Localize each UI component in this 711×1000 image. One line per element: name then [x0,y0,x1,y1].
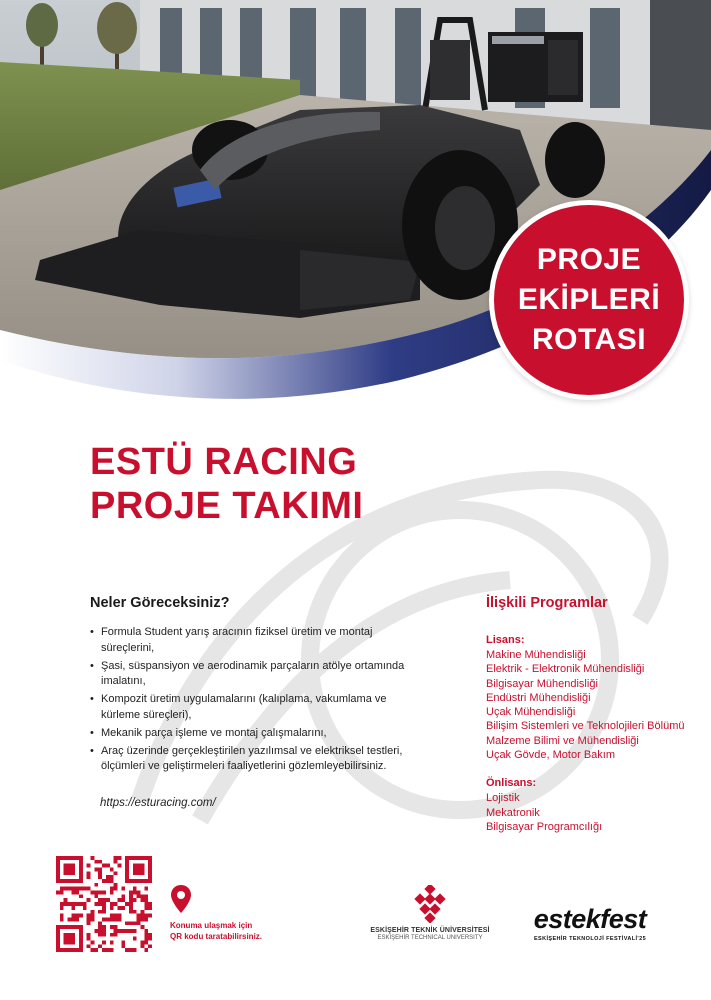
qr-caption-line-1: Konuma ulaşmak için [170,921,253,930]
list-item: • Mekanik parça işleme ve montaj çalışmalarını, [90,726,420,742]
festival-subtitle: ESKİŞEHİR TEKNOLOJİ FESTİVALİ'25 [533,936,647,942]
list-item: Uçak Mühendisliği [486,706,576,719]
university-logo [366,885,494,941]
what-you-will-see-section [90,595,420,811]
map-pin-icon [170,884,192,914]
list-item: Uçak Gövde, Motor Bakım [486,749,615,762]
list-item: Bilgisayar Mühendisliği [486,677,598,690]
associate-program-list [486,791,711,834]
list-item: Mekatronik [486,806,540,819]
qr-caption [170,920,262,942]
list-item: Bilişim Sistemleri ve Teknolojileri Bölümü [486,720,685,733]
project-route-badge [489,200,689,400]
list-item: • Araç üzerinde gerçekleştirilen yazılımsal ve elektriksel testleri, ölçümleri ve geliştirmeleri faaliyetlerini gözlemleyebilirsiniz. [90,744,420,776]
list-item: Malzeme Bilimi ve Mühendisliği [486,734,639,747]
what-you-will-see-heading: Neler Göreceksiniz? [90,595,230,611]
title-line-1: ESTÜ RACING [90,441,358,483]
associate-label: Önlisans: [486,777,537,790]
title-line-2: PROJE TAKIMI [90,485,364,527]
list-item: Bilgisayar Programcılığı [486,820,603,833]
website-link[interactable]: https://esturacing.com/ [100,797,216,810]
list-item: Endüstri Mühendisliği [486,691,591,704]
badge-line-3: ROTASI [531,323,647,356]
related-programs-heading: İlişkili Programlar [486,595,608,611]
list-item: • Şasi, süspansiyon ve aerodinamik parçaların atölye ortamında imalatını, [90,659,420,691]
badge-line-1: PROJE [536,243,642,276]
festival-name: estekfest [533,904,647,934]
qr-caption-line-2: QR kodu taratabilirsiniz. [170,932,263,941]
badge-line-2: EKİPLERİ [517,283,661,316]
undergrad-program-list [486,648,711,762]
undergrad-label: Lisans: [486,634,525,646]
list-item: Lojistik [486,792,520,805]
location-qr-code[interactable] [56,856,152,952]
list-item: Elektrik - Elektronik Mühendisliği [486,663,645,676]
festival-logo [505,904,675,942]
university-emblem-icon [410,885,450,923]
list-item: • Formula Student yarış aracının fiziksel üretim ve montaj süreçlerini, [90,625,420,657]
list-item: Makine Mühendisliği [486,649,586,661]
university-name-en: ESKİŞEHİR TECHNICAL UNIVERSITY [377,935,483,941]
observation-list [90,625,420,775]
university-name-tr: ESKİŞEHİR TEKNİK ÜNİVERSİTESİ [370,927,490,934]
related-programs-section [486,595,711,834]
page-title [90,440,363,528]
list-item: • Kompozit üretim uygulamalarını (kalıplama, vakumlama ve kürleme süreçleri), [90,692,420,724]
